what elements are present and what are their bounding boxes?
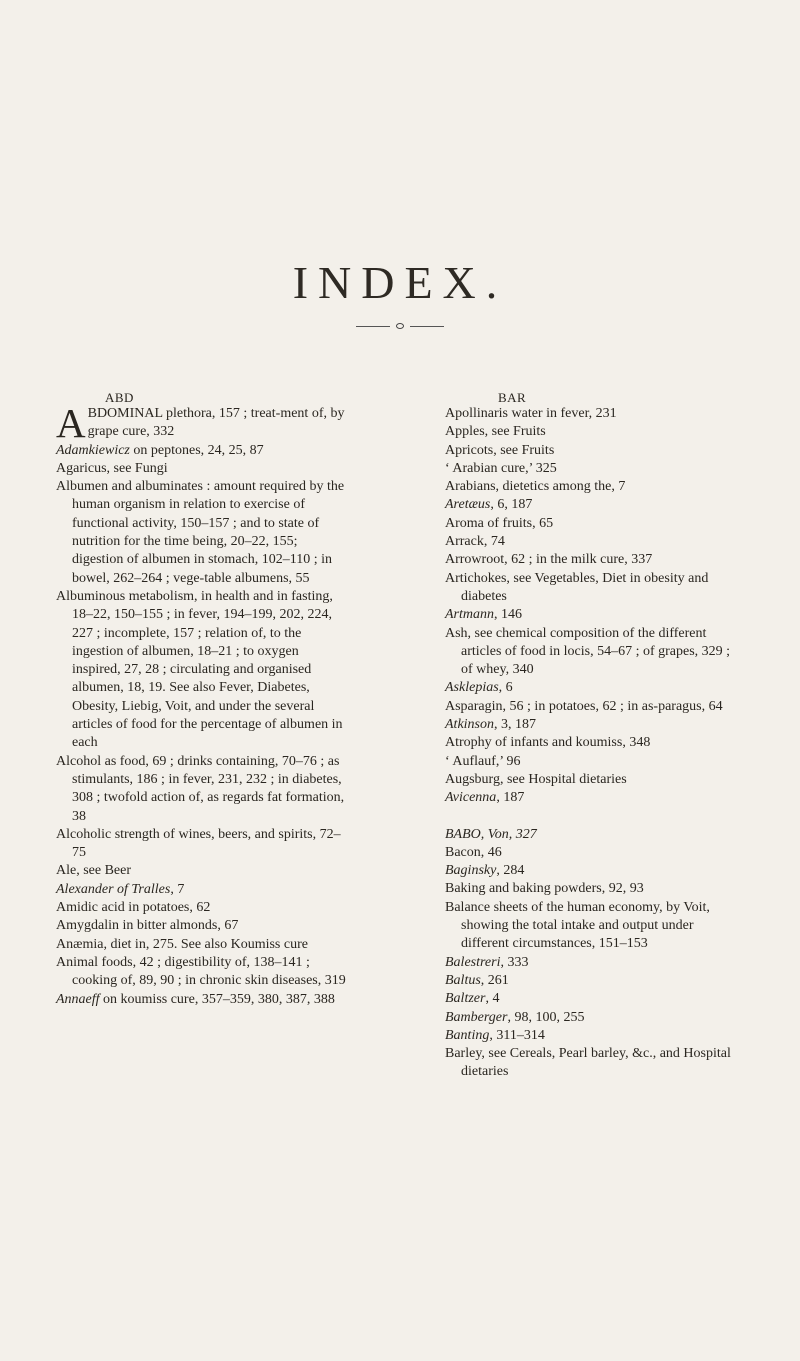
index-entry: Asparagin, 56 ; in potatoes, 62 ; in as-paragus, 64 [445, 698, 723, 714]
index-entry: Alcohol as food, 69 ; drinks containing, 70–76 ; as stimulants, 186 ; in fever, 231, 232 ; in diabetes, 308 ; twofold action of, as regards fat formation, 38 [56, 753, 345, 824]
index-entry: Bacon, 46 [445, 844, 502, 860]
index-entry: Alexander of Tralles, 7 [56, 881, 185, 897]
index-entry: ‘ Arabian cure,’ 325 [445, 460, 557, 476]
index-entry: Barley, see Cereals, Pearl barley, &c., and Hospital dietaries [445, 1046, 731, 1080]
index-entry: Balance sheets of the human economy, by Voit, showing the total intake and output under different circumstances, 151–153 [445, 899, 710, 952]
running-head-right: BAR [498, 390, 527, 405]
index-entry: Albumen and albuminates : amount required by the human organism in relation to exercise of functional activity, 150–157 ; and to state of nutrition for the time being, 20–22, 155; digestion of albumen in stomach, 102–110 ; in bowel, 262–264 ; vege-table albumens, 55 [56, 479, 345, 586]
index-entry: Atrophy of infants and koumiss, 348 [445, 735, 651, 751]
index-entry: Adamkiewicz on peptones, 24, 25, 87 [56, 442, 264, 458]
drop-cap: A [56, 400, 86, 446]
index-entry: Banting, 311–314 [445, 1027, 545, 1043]
index-entry: Arrack, 74 [445, 534, 505, 550]
index-entry: Arabians, dietetics among the, 7 [445, 479, 626, 495]
index-entry: Amidic acid in potatoes, 62 [56, 900, 211, 916]
index-entry: Atkinson, 3, 187 [445, 717, 536, 733]
index-entry: Balestreri, 333 [445, 954, 529, 970]
index-entry: Bamberger, 98, 100, 255 [445, 1009, 585, 1025]
right-column [445, 405, 743, 1082]
index-entry: Alcoholic strength of wines, beers, and spirits, 72–75 [56, 826, 341, 861]
index-entry: Artmann, 146 [445, 607, 522, 623]
index-entry: ‘ Auflauf,’ 96 [445, 753, 521, 769]
index-entry: Artichokes, see Vegetables, Diet in obesity and diabetes [445, 570, 709, 604]
index-entry: Animal foods, 42 ; digestibility of, 138–141 ; cooking of, 89, 90 ; in chronic skin diseases, 319 [56, 954, 346, 989]
index-entry: Aretæus, 6, 187 [445, 497, 533, 513]
index-entry: Albuminous metabolism, in health and in fasting, 18–22, 150–155 ; in fever, 194–199, 202, 224, 227 ; incomplete, 157 ; relation of, to the ingestion of albumen, 18–21 ; to oxygen inspired, 27, 28 ; circulating and organised albumen, 18, 19. See also Fever, Diabetes, Obesity, Liebig, Voit, and under the several articles of food for the percentage of albumen in each [56, 588, 343, 751]
index-entry: Apricots, see Fruits [445, 442, 555, 458]
index-entry: Asklepias, 6 [445, 680, 513, 696]
index-entry: Annaeff on koumiss cure, 357–359, 380, 387, 388 [56, 991, 335, 1007]
left-column [56, 400, 346, 1009]
index-entry: Apples, see Fruits [445, 424, 546, 440]
index-entry: Agaricus, see Fungi [56, 460, 168, 476]
index-entry: Anæmia, diet in, 275. See also Koumiss cure [56, 936, 308, 952]
index-entry: BABO, Von, 327 [445, 826, 537, 842]
index-entry: Ale, see Beer [56, 863, 132, 879]
index-entry: Baltzer, 4 [445, 991, 500, 1007]
index-entry: Aroma of fruits, 65 [445, 515, 554, 531]
index-entry: Baginsky, 284 [445, 863, 525, 879]
index-entry: ABDOMINAL plethora, 157 ; treat-ment of, by grape cure, 332 [56, 400, 345, 446]
index-entry: Augsburg, see Hospital dietaries [445, 771, 627, 787]
index-entry: Baltus, 261 [445, 972, 509, 988]
index-entry: Baking and baking powders, 92, 93 [445, 881, 644, 897]
running-head-left: ABD [105, 390, 134, 405]
index-entry: Arrowroot, 62 ; in the milk cure, 337 [445, 552, 653, 568]
page-title: INDEX. [292, 257, 508, 308]
index-entry: Avicenna, 187 [445, 790, 525, 806]
index-entry: Amygdalin in bitter almonds, 67 [56, 918, 239, 934]
index-entry: Ash, see chemical composition of the different articles of food in locis, 54–67 ; of grapes, 329 ; of whey, 340 [445, 625, 731, 678]
ornament-rule [356, 322, 444, 332]
section-gap [445, 808, 743, 826]
index-entry: Apollinaris water in fever, 231 [445, 406, 617, 421]
